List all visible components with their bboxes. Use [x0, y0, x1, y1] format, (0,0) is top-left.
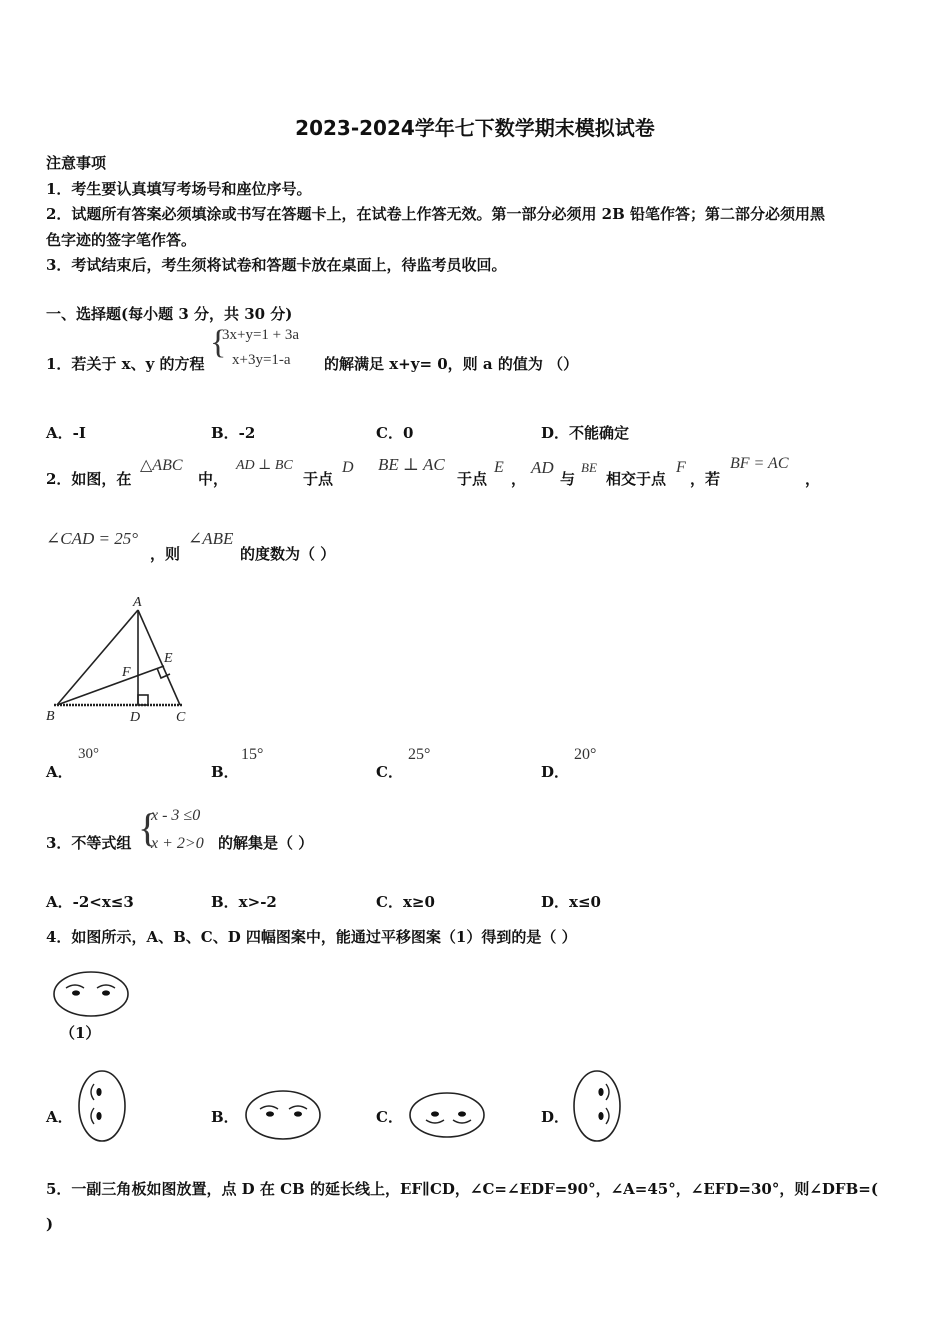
q2-math: AD ⊥ BC [236, 458, 293, 473]
q1-eq2: x+3y=1-a [232, 352, 291, 368]
q1-option-b: B．-2 [211, 424, 256, 442]
q2-text: 2．如图，在 [46, 470, 132, 488]
q2-option-d: D． [541, 763, 570, 781]
label-c: C [176, 710, 186, 725]
q3-prefix: 3．不等式组 [46, 834, 132, 852]
q2-math: BE ⊥ AC [378, 455, 445, 474]
q5-line2: ) [46, 1215, 54, 1233]
notice-item: 2．试题所有答案必须填涂或书写在答题卡上，在试卷上作答无效。第一部分必须用 2B 铅笔作答；第二部分必须用黑 [46, 205, 826, 223]
q2-text: ，则 [150, 545, 181, 563]
label-a: A [133, 595, 142, 610]
q2-option-d-value: 20° [574, 746, 597, 763]
q2-math: D [342, 459, 354, 476]
q2-math: AD [531, 458, 554, 477]
q2-text: ， [805, 470, 821, 488]
q2-math: E [494, 459, 504, 476]
q2-triangle-figure [40, 590, 200, 730]
q4-option-c: C． [376, 1108, 403, 1126]
q3-option-d: D．x≤0 [541, 893, 601, 911]
q2-option-c-value: 25° [408, 746, 431, 763]
q2-text: 于点 [303, 470, 334, 488]
section-heading: 一、选择题(每小题 3 分，共 30 分) [46, 305, 293, 323]
q2-text: 的度数为（ ） [240, 545, 336, 563]
q4-option-a-face [76, 1068, 130, 1144]
q2-text: 于点 [457, 470, 488, 488]
q1-option-d: D．不能确定 [541, 424, 630, 442]
q3-suffix: 的解集是（ ） [218, 834, 314, 852]
notice-item: 3．考试结束后，考生须将试卷和答题卡放在桌面上，待监考员收回。 [46, 256, 507, 274]
q4-option-d-face [571, 1068, 625, 1144]
notice-heading: 注意事项 [46, 154, 107, 172]
q1-suffix: 的解满足 x+y= 0，则 a 的值为 （） [324, 355, 579, 373]
q2-option-b: B． [211, 763, 239, 781]
notice-item: 1．考生要认真填写考场号和座位序号。 [46, 180, 312, 198]
q3-brace: { [138, 805, 158, 850]
q2-option-c: C． [376, 763, 403, 781]
q1-brace: { [210, 324, 227, 361]
q3-option-a: A．-2<x≤3 [46, 893, 134, 911]
q1-eq1: 3x+y=1 + 3a [222, 327, 300, 343]
q1-option-c: C．0 [376, 424, 414, 442]
q2-math: BF = AC [730, 455, 789, 472]
q3-option-c: C．x≥0 [376, 893, 435, 911]
q2-text: 相交于点 [606, 470, 667, 488]
label-e: E [164, 651, 173, 666]
q3-option-b: B．x>-2 [211, 893, 277, 911]
q4-figure-label: （1） [60, 1024, 101, 1042]
page-title: 2023-2024学年七下数学期末模拟试卷 [295, 116, 655, 140]
label-b: B [46, 709, 55, 724]
q2-text: ， [511, 470, 527, 488]
q2-math: ∠ABE [188, 529, 234, 548]
q2-text: 中， [198, 470, 229, 488]
q1-prefix: 1．若关于 x、y 的方程 [46, 355, 205, 373]
q4-text: 4．如图所示，A、B、C、D 四幅图案中，能通过平移图案（1）得到的是（ ） [46, 928, 577, 946]
q4-option-d: D． [541, 1108, 570, 1126]
q3-ineq2: x + 2>0 [151, 835, 204, 852]
q1-option-a: A．-I [46, 424, 86, 442]
q2-text: ，若 [690, 470, 721, 488]
label-f: F [122, 665, 131, 680]
q2-option-b-value: 15° [241, 746, 264, 763]
q4-figure-1-face [52, 968, 132, 1020]
q3-ineq1: x - 3 ≤0 [151, 807, 201, 824]
q4-option-b: B． [211, 1108, 239, 1126]
q2-text: 与 [560, 470, 576, 488]
q2-option-a-value: 30° [78, 746, 99, 762]
q5-line1: 5．一副三角板如图放置，点 D 在 CB 的延长线上，EF∥CD，∠C=∠EDF=90°，∠A=45°，∠EFD=30°，则∠DFB=( [46, 1180, 878, 1198]
q2-option-a: A． [46, 763, 73, 781]
q2-math: F [676, 459, 686, 476]
notice-item: 色字迹的签字笔作答。 [46, 231, 197, 249]
q2-math: △ABC [140, 457, 183, 474]
q2-math: BE [581, 460, 597, 475]
q2-math: ∠CAD = 25° [46, 529, 139, 548]
q4-option-a: A． [46, 1108, 73, 1126]
label-d: D [130, 710, 141, 725]
q4-option-b-face [244, 1088, 324, 1142]
q4-option-c-face [408, 1090, 488, 1140]
